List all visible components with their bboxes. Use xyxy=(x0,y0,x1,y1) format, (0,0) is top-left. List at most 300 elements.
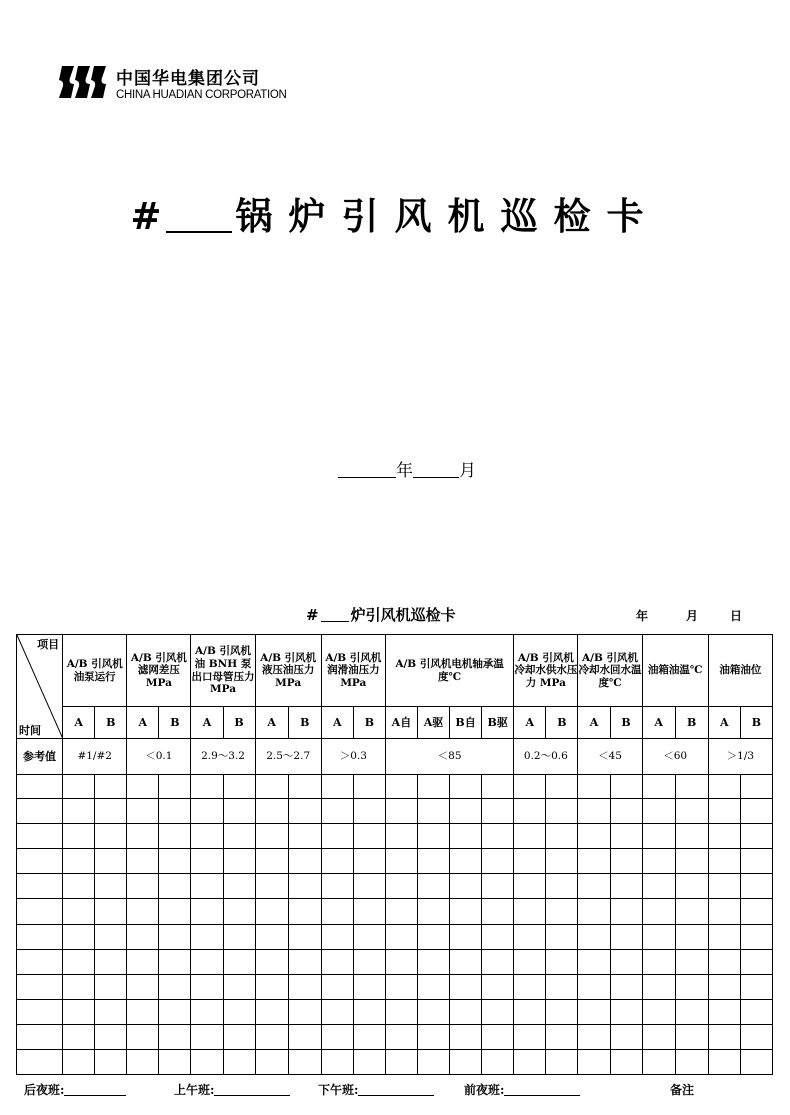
entry-cell[interactable] xyxy=(127,899,159,925)
entry-cell[interactable] xyxy=(63,1000,95,1025)
entry-cell[interactable] xyxy=(546,950,578,975)
entry-cell[interactable] xyxy=(482,1050,514,1075)
entry-cell[interactable] xyxy=(482,925,514,950)
entry-cell[interactable] xyxy=(63,849,95,874)
entry-cell[interactable] xyxy=(191,975,223,1000)
night-early-sign-field[interactable] xyxy=(504,1083,580,1096)
entry-cell[interactable] xyxy=(675,824,708,849)
entry-cell[interactable] xyxy=(610,1025,642,1050)
time-cell[interactable] xyxy=(17,899,63,925)
entry-cell[interactable] xyxy=(63,899,95,925)
entry-cell[interactable] xyxy=(223,874,255,899)
entry-cell[interactable] xyxy=(450,1050,482,1075)
time-cell[interactable] xyxy=(17,799,63,824)
entry-cell[interactable] xyxy=(223,1000,255,1025)
entry-cell[interactable] xyxy=(450,799,482,824)
time-cell[interactable] xyxy=(17,849,63,874)
entry-cell[interactable] xyxy=(159,1000,191,1025)
entry-cell[interactable] xyxy=(223,925,255,950)
entry-cell[interactable] xyxy=(708,775,740,799)
entry-cell[interactable] xyxy=(450,899,482,925)
entry-cell[interactable] xyxy=(675,899,708,925)
entry-cell[interactable] xyxy=(546,1000,578,1025)
entry-cell[interactable] xyxy=(223,1050,255,1075)
sub-header: B xyxy=(159,707,191,739)
entry-cell[interactable] xyxy=(127,1050,159,1075)
entry-cell[interactable] xyxy=(610,950,642,975)
entry-cell[interactable] xyxy=(578,1050,610,1075)
entry-cell[interactable] xyxy=(482,849,514,874)
entry-row xyxy=(17,1000,773,1025)
entry-cell[interactable] xyxy=(514,849,546,874)
entry-cell[interactable] xyxy=(95,775,127,799)
entry-cell[interactable] xyxy=(450,849,482,874)
entry-cell[interactable] xyxy=(255,899,288,925)
entry-cell[interactable] xyxy=(353,775,385,799)
entry-cell[interactable] xyxy=(740,799,772,824)
sub-header: B xyxy=(223,707,255,739)
entry-cell[interactable] xyxy=(63,975,95,1000)
time-cell[interactable] xyxy=(17,1000,63,1025)
entry-cell[interactable] xyxy=(546,975,578,1000)
header-row xyxy=(17,635,773,707)
entry-cell[interactable] xyxy=(159,925,191,950)
year-blank[interactable] xyxy=(338,463,396,478)
entry-cell[interactable] xyxy=(642,799,675,824)
entry-cell[interactable] xyxy=(159,1050,191,1075)
entry-cell[interactable] xyxy=(740,874,772,899)
entry-cell[interactable] xyxy=(546,899,578,925)
entry-cell[interactable] xyxy=(578,950,610,975)
entry-cell[interactable] xyxy=(642,1025,675,1050)
entry-cell[interactable] xyxy=(95,824,127,849)
entry-cell[interactable] xyxy=(546,925,578,950)
entry-cell[interactable] xyxy=(578,874,610,899)
entry-cell[interactable] xyxy=(385,849,417,874)
entry-cell[interactable] xyxy=(546,775,578,799)
entry-cell[interactable] xyxy=(191,1050,223,1075)
entry-cell[interactable] xyxy=(223,950,255,975)
entry-cell[interactable] xyxy=(675,925,708,950)
entry-cell[interactable] xyxy=(642,1000,675,1025)
entry-cell[interactable] xyxy=(546,874,578,899)
entry-cell[interactable] xyxy=(708,1000,740,1025)
entry-cell[interactable] xyxy=(159,975,191,1000)
entry-cell[interactable] xyxy=(708,899,740,925)
entry-cell[interactable] xyxy=(642,975,675,1000)
entry-cell[interactable] xyxy=(675,874,708,899)
entry-cell[interactable] xyxy=(353,975,385,1000)
entry-cell[interactable] xyxy=(514,1050,546,1075)
entry-cell[interactable] xyxy=(223,775,255,799)
entry-cell[interactable] xyxy=(514,799,546,824)
entry-cell[interactable] xyxy=(321,824,353,849)
month-blank[interactable] xyxy=(413,463,459,478)
entry-cell[interactable] xyxy=(546,1050,578,1075)
entry-cell[interactable] xyxy=(450,1000,482,1025)
entry-cell[interactable] xyxy=(191,874,223,899)
entry-cell[interactable] xyxy=(642,899,675,925)
entry-cell[interactable] xyxy=(450,874,482,899)
entry-cell[interactable] xyxy=(385,775,417,799)
entry-cell[interactable] xyxy=(610,925,642,950)
entry-cell[interactable] xyxy=(385,1025,417,1050)
entry-cell[interactable] xyxy=(255,925,288,950)
entry-cell[interactable] xyxy=(385,925,417,950)
entry-cell[interactable] xyxy=(417,799,449,824)
entry-cell[interactable] xyxy=(610,775,642,799)
entry-cell[interactable] xyxy=(740,824,772,849)
entry-cell[interactable] xyxy=(353,874,385,899)
unit-number-blank[interactable] xyxy=(166,201,232,233)
time-cell[interactable] xyxy=(17,1025,63,1050)
entry-cell[interactable] xyxy=(95,1025,127,1050)
entry-cell[interactable] xyxy=(482,950,514,975)
entry-cell[interactable] xyxy=(578,775,610,799)
entry-cell[interactable] xyxy=(353,925,385,950)
entry-cell[interactable] xyxy=(385,950,417,975)
entry-cell[interactable] xyxy=(417,925,449,950)
entry-cell[interactable] xyxy=(417,899,449,925)
entry-cell[interactable] xyxy=(255,1000,288,1025)
entry-cell[interactable] xyxy=(288,849,321,874)
entry-cell[interactable] xyxy=(610,824,642,849)
entry-cell[interactable] xyxy=(417,950,449,975)
entry-cell[interactable] xyxy=(417,849,449,874)
entry-cell[interactable] xyxy=(417,775,449,799)
entry-cell[interactable] xyxy=(610,1050,642,1075)
entry-cell[interactable] xyxy=(255,1025,288,1050)
entry-cell[interactable] xyxy=(675,950,708,975)
entry-cell[interactable] xyxy=(95,950,127,975)
time-cell[interactable] xyxy=(17,975,63,1000)
entry-cell[interactable] xyxy=(255,874,288,899)
entry-cell[interactable] xyxy=(159,950,191,975)
entry-cell[interactable] xyxy=(288,824,321,849)
entry-cell[interactable] xyxy=(740,1000,772,1025)
entry-cell[interactable] xyxy=(482,899,514,925)
entry-cell[interactable] xyxy=(450,950,482,975)
entry-cell[interactable] xyxy=(321,849,353,874)
time-cell[interactable] xyxy=(17,950,63,975)
entry-cell[interactable] xyxy=(321,775,353,799)
entry-cell[interactable] xyxy=(288,899,321,925)
entry-cell[interactable] xyxy=(63,950,95,975)
entry-cell[interactable] xyxy=(353,849,385,874)
entry-cell[interactable] xyxy=(675,775,708,799)
entry-cell[interactable] xyxy=(191,849,223,874)
entry-cell[interactable] xyxy=(514,1000,546,1025)
entry-cell[interactable] xyxy=(482,874,514,899)
entry-cell[interactable] xyxy=(255,775,288,799)
ref-value: ＜0.1 xyxy=(127,739,191,775)
entry-cell[interactable] xyxy=(417,1025,449,1050)
entry-cell[interactable] xyxy=(127,775,159,799)
entry-cell[interactable] xyxy=(514,874,546,899)
time-cell[interactable] xyxy=(17,925,63,950)
entry-cell[interactable] xyxy=(288,775,321,799)
entry-cell[interactable] xyxy=(514,899,546,925)
entry-cell[interactable] xyxy=(385,975,417,1000)
entry-cell[interactable] xyxy=(63,775,95,799)
entry-cell[interactable] xyxy=(63,874,95,899)
entry-cell[interactable] xyxy=(578,925,610,950)
entry-cell[interactable] xyxy=(191,950,223,975)
entry-cell[interactable] xyxy=(353,1050,385,1075)
entry-cell[interactable] xyxy=(546,849,578,874)
entry-cell[interactable] xyxy=(191,775,223,799)
time-cell[interactable] xyxy=(17,775,63,799)
entry-cell[interactable] xyxy=(127,824,159,849)
entry-cell[interactable] xyxy=(353,950,385,975)
entry-cell[interactable] xyxy=(675,1000,708,1025)
entry-cell[interactable] xyxy=(321,1000,353,1025)
entry-cell[interactable] xyxy=(321,899,353,925)
entry-cell[interactable] xyxy=(385,1050,417,1075)
entry-cell[interactable] xyxy=(288,799,321,824)
entry-cell[interactable] xyxy=(450,975,482,1000)
morning-sign-field[interactable] xyxy=(214,1083,290,1096)
entry-cell[interactable] xyxy=(127,950,159,975)
time-cell[interactable] xyxy=(17,824,63,849)
entry-row xyxy=(17,824,773,849)
entry-cell[interactable] xyxy=(385,799,417,824)
entry-cell[interactable] xyxy=(514,925,546,950)
entry-cell[interactable] xyxy=(610,849,642,874)
night-late-sign-field[interactable] xyxy=(64,1083,126,1096)
header-pump-outlet-pressure: A/B 引风机油 BNH 泵出口母管压力 MPa xyxy=(191,635,255,707)
entry-cell[interactable] xyxy=(708,1025,740,1050)
entry-cell[interactable] xyxy=(95,874,127,899)
entry-cell[interactable] xyxy=(642,874,675,899)
entry-cell[interactable] xyxy=(675,975,708,1000)
entry-cell[interactable] xyxy=(708,799,740,824)
entry-cell[interactable] xyxy=(63,799,95,824)
entry-cell[interactable] xyxy=(63,824,95,849)
entry-cell[interactable] xyxy=(708,925,740,950)
entry-cell[interactable] xyxy=(127,849,159,874)
entry-cell[interactable] xyxy=(127,975,159,1000)
entry-row xyxy=(17,899,773,925)
entry-cell[interactable] xyxy=(546,799,578,824)
entry-cell[interactable] xyxy=(288,1000,321,1025)
entry-cell[interactable] xyxy=(191,824,223,849)
entry-cell[interactable] xyxy=(288,925,321,950)
entry-cell[interactable] xyxy=(740,975,772,1000)
time-cell[interactable] xyxy=(17,874,63,899)
entry-cell[interactable] xyxy=(482,799,514,824)
entry-cell[interactable] xyxy=(514,950,546,975)
sub-header: B自 xyxy=(450,707,482,739)
entry-cell[interactable] xyxy=(191,1025,223,1050)
entry-cell[interactable] xyxy=(127,874,159,899)
entry-cell[interactable] xyxy=(578,799,610,824)
entry-cell[interactable] xyxy=(642,925,675,950)
entry-cell[interactable] xyxy=(514,975,546,1000)
entry-cell[interactable] xyxy=(127,925,159,950)
entry-cell[interactable] xyxy=(675,799,708,824)
entry-cell[interactable] xyxy=(191,899,223,925)
entry-cell[interactable] xyxy=(95,1050,127,1075)
entry-row xyxy=(17,799,773,824)
entry-cell[interactable] xyxy=(642,1050,675,1075)
entry-cell[interactable] xyxy=(95,899,127,925)
corner-time-label: 时间 xyxy=(19,723,41,737)
entry-cell[interactable] xyxy=(708,824,740,849)
entry-cell[interactable] xyxy=(127,1000,159,1025)
entry-cell[interactable] xyxy=(385,824,417,849)
entry-cell[interactable] xyxy=(321,799,353,824)
entry-cell[interactable] xyxy=(450,775,482,799)
sub-header: B xyxy=(675,707,708,739)
entry-cell[interactable] xyxy=(740,899,772,925)
entry-cell[interactable] xyxy=(159,899,191,925)
entry-cell[interactable] xyxy=(288,950,321,975)
entry-cell[interactable] xyxy=(191,925,223,950)
afternoon-sign-field[interactable] xyxy=(358,1083,434,1096)
entry-cell[interactable] xyxy=(708,1050,740,1075)
entry-cell[interactable] xyxy=(740,849,772,874)
entry-cell[interactable] xyxy=(482,1000,514,1025)
entry-cell[interactable] xyxy=(708,874,740,899)
entry-cell[interactable] xyxy=(353,1025,385,1050)
entry-cell[interactable] xyxy=(63,1050,95,1075)
entry-cell[interactable] xyxy=(450,824,482,849)
entry-cell[interactable] xyxy=(642,950,675,975)
entry-cell[interactable] xyxy=(321,925,353,950)
entry-cell[interactable] xyxy=(514,1025,546,1050)
entry-cell[interactable] xyxy=(223,799,255,824)
entry-cell[interactable] xyxy=(482,975,514,1000)
header-oil-tank-level: 油箱油位 xyxy=(708,635,772,707)
entry-cell[interactable] xyxy=(450,925,482,950)
entry-cell[interactable] xyxy=(159,1025,191,1050)
entry-cell[interactable] xyxy=(385,1000,417,1025)
entry-cell[interactable] xyxy=(610,799,642,824)
entry-cell[interactable] xyxy=(95,925,127,950)
entry-cell[interactable] xyxy=(417,824,449,849)
entry-cell[interactable] xyxy=(288,874,321,899)
entry-cell[interactable] xyxy=(353,824,385,849)
entry-cell[interactable] xyxy=(63,1025,95,1050)
entry-cell[interactable] xyxy=(740,1025,772,1050)
entry-cell[interactable] xyxy=(95,799,127,824)
entry-cell[interactable] xyxy=(255,849,288,874)
entry-cell[interactable] xyxy=(321,1050,353,1075)
entry-cell[interactable] xyxy=(353,1000,385,1025)
entry-cell[interactable] xyxy=(255,824,288,849)
entry-cell[interactable] xyxy=(223,899,255,925)
entry-cell[interactable] xyxy=(321,950,353,975)
entry-cell[interactable] xyxy=(353,899,385,925)
header-cooling-supply-pressure: A/B 引风机冷却水供水压力 MPa xyxy=(514,635,578,707)
entry-cell[interactable] xyxy=(708,975,740,1000)
entry-cell[interactable] xyxy=(610,899,642,925)
entry-cell[interactable] xyxy=(740,1050,772,1075)
entry-cell[interactable] xyxy=(450,1025,482,1050)
entry-cell[interactable] xyxy=(191,1000,223,1025)
entry-cell[interactable] xyxy=(191,799,223,824)
entry-cell[interactable] xyxy=(578,1025,610,1050)
entry-cell[interactable] xyxy=(417,1000,449,1025)
entry-cell[interactable] xyxy=(159,824,191,849)
entry-cell[interactable] xyxy=(288,975,321,1000)
entry-cell[interactable] xyxy=(740,925,772,950)
entry-cell[interactable] xyxy=(321,975,353,1000)
entry-cell[interactable] xyxy=(417,874,449,899)
entry-cell[interactable] xyxy=(255,950,288,975)
entry-cell[interactable] xyxy=(708,950,740,975)
entry-cell[interactable] xyxy=(578,975,610,1000)
entry-cell[interactable] xyxy=(514,824,546,849)
entry-cell[interactable] xyxy=(321,874,353,899)
entry-cell[interactable] xyxy=(223,849,255,874)
ref-value: 0.2～0.6 xyxy=(514,739,578,775)
entry-cell[interactable] xyxy=(288,1050,321,1075)
entry-cell[interactable] xyxy=(482,775,514,799)
entry-cell[interactable] xyxy=(95,1000,127,1025)
entry-cell[interactable] xyxy=(642,849,675,874)
entry-cell[interactable] xyxy=(288,1025,321,1050)
ref-value: 2.9～3.2 xyxy=(191,739,255,775)
entry-cell[interactable] xyxy=(740,950,772,975)
entry-cell[interactable] xyxy=(255,1050,288,1075)
entry-cell[interactable] xyxy=(63,925,95,950)
entry-cell[interactable] xyxy=(127,1025,159,1050)
entry-cell[interactable] xyxy=(708,849,740,874)
entry-cell[interactable] xyxy=(223,824,255,849)
entry-cell[interactable] xyxy=(482,1025,514,1050)
entry-cell[interactable] xyxy=(610,1000,642,1025)
entry-cell[interactable] xyxy=(159,799,191,824)
entry-cell[interactable] xyxy=(675,1025,708,1050)
entry-cell[interactable] xyxy=(159,874,191,899)
entry-cell[interactable] xyxy=(385,899,417,925)
card-unit-blank[interactable] xyxy=(321,609,349,622)
entry-cell[interactable] xyxy=(546,1025,578,1050)
entry-cell[interactable] xyxy=(95,849,127,874)
entry-cell[interactable] xyxy=(95,975,127,1000)
entry-cell[interactable] xyxy=(385,874,417,899)
entry-cell[interactable] xyxy=(642,824,675,849)
entry-cell[interactable] xyxy=(578,824,610,849)
entry-cell[interactable] xyxy=(321,1025,353,1050)
entry-cell[interactable] xyxy=(578,1000,610,1025)
entry-cell[interactable] xyxy=(578,899,610,925)
entry-cell[interactable] xyxy=(417,1050,449,1075)
entry-cell[interactable] xyxy=(546,824,578,849)
entry-cell[interactable] xyxy=(578,849,610,874)
entry-cell[interactable] xyxy=(255,975,288,1000)
entry-cell[interactable] xyxy=(255,799,288,824)
entry-cell[interactable] xyxy=(159,775,191,799)
entry-cell[interactable] xyxy=(159,849,191,874)
entry-cell[interactable] xyxy=(482,824,514,849)
entry-cell[interactable] xyxy=(127,799,159,824)
entry-cell[interactable] xyxy=(223,1025,255,1050)
entry-cell[interactable] xyxy=(675,849,708,874)
entry-cell[interactable] xyxy=(610,874,642,899)
entry-cell[interactable] xyxy=(514,775,546,799)
entry-cell[interactable] xyxy=(740,775,772,799)
entry-cell[interactable] xyxy=(675,1050,708,1075)
entry-cell[interactable] xyxy=(642,775,675,799)
time-cell[interactable] xyxy=(17,1050,63,1075)
entry-cell[interactable] xyxy=(223,975,255,1000)
entry-cell[interactable] xyxy=(610,975,642,1000)
entry-cell[interactable] xyxy=(353,799,385,824)
entry-cell[interactable] xyxy=(417,975,449,1000)
